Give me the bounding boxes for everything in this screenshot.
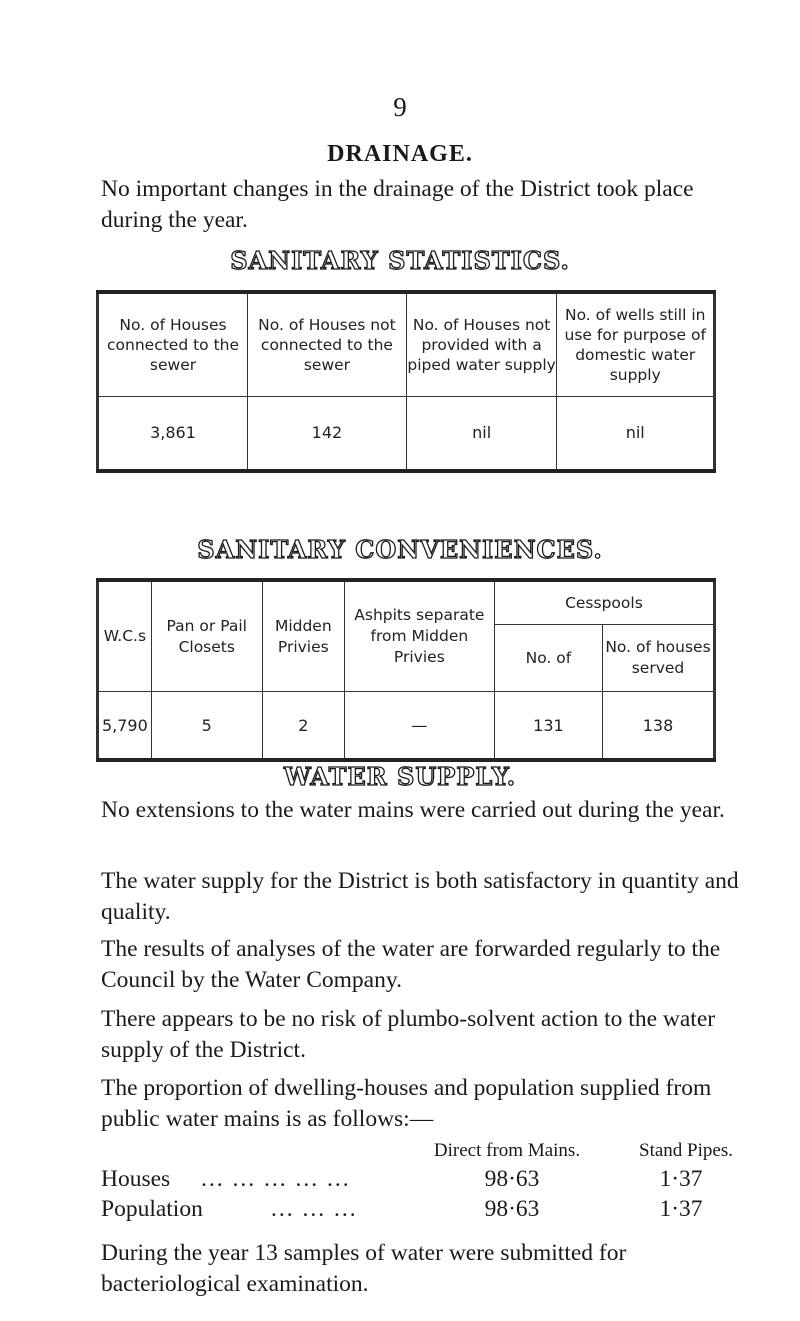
value-houses-no-piped-water: nil [406, 397, 557, 472]
table-row [98, 692, 715, 761]
sanitary-statistics-table [96, 290, 716, 473]
header-ashpits: Ashpits separate from Midden Privies [344, 580, 494, 692]
leader-dots: ... ... ... [271, 1196, 358, 1222]
sanitary-conveniences-table [96, 578, 716, 762]
row-label-houses: Houses [101, 1166, 171, 1192]
drainage-heading: DRAINAGE. [327, 141, 473, 167]
proportion-row-houses [101, 1166, 751, 1196]
header-stand-pipes: Stand Pipes. [639, 1140, 733, 1161]
value-wcs: 5,790 [98, 692, 152, 761]
header-cesspools: Cesspools [494, 580, 714, 625]
population-stand-value: 1·37 [659, 1196, 703, 1222]
sanitary-conveniences-heading: SANITARY CONVENIENCES. [197, 535, 603, 564]
value-midden-privies: 2 [262, 692, 344, 761]
header-wcs: W.C.s [98, 580, 152, 692]
drainage-paragraph: No important changes in the drainage of the District took place during the year. [101, 176, 694, 233]
value-houses-not-connected: 142 [248, 397, 407, 472]
houses-direct-value: 98·63 [484, 1166, 540, 1192]
header-direct-from-mains: Direct from Mains. [433, 1140, 581, 1161]
water-paragraph-analyses: The results of analyses of the water are forwarded regularly to the Council by the Water Company. [101, 936, 721, 993]
table-header-row [98, 580, 715, 625]
value-cesspools-number: 131 [494, 692, 602, 761]
header-cesspools-houses-served: No. of houses served [603, 625, 715, 692]
sanitary-statistics-heading: SANITARY STATISTICS. [230, 246, 570, 275]
leader-dots: ... ... ... ... ... [201, 1166, 351, 1192]
water-paragraph-extensions: No extensions to the water mains were carried out during the year. [101, 797, 725, 823]
value-houses-connected: 3,861 [150, 423, 196, 442]
value-ashpits: — [344, 692, 494, 761]
water-paragraph-samples: During the year 13 samples of water were submitted for bacteriological examination. [101, 1240, 627, 1297]
header-pan-pail-closets: Pan or Pail Closets [151, 580, 262, 692]
population-direct-value: 98·63 [484, 1196, 540, 1222]
header-houses-no-piped-water: No. of Houses not provided with a piped water supply [406, 292, 557, 397]
water-paragraph-plumbo-solvent: There appears to be no risk of plumbo-solvent action to the water supply of the District. [101, 1006, 716, 1063]
header-houses-not-connected: No. of Houses not connected to the sewer [248, 292, 407, 397]
header-houses-connected: No. of Houses connected to the sewer [98, 292, 248, 397]
proportion-row-population [101, 1196, 751, 1226]
water-paragraph-quality: The water supply for the District is both satisfactory in quantity and quality. [101, 868, 739, 925]
header-wells-in-use: No. of wells still in use for purpose of domestic water supply [557, 292, 715, 397]
value-pan-pail-closets: 5 [151, 692, 262, 761]
header-cesspools-number: No. of [494, 625, 602, 692]
houses-stand-value: 1·37 [659, 1166, 703, 1192]
value-cesspools-houses-served: 138 [603, 692, 715, 761]
water-paragraph-proportion: The proportion of dwelling-houses and population supplied from public water mains is as follows:— [101, 1075, 712, 1132]
table-row [98, 397, 715, 472]
header-midden-privies: Midden Privies [262, 580, 344, 692]
table-header-row [98, 292, 715, 397]
row-label-population: Population [101, 1196, 203, 1222]
water-supply-heading: WATER SUPPLY. [283, 762, 517, 791]
page-number: 9 [393, 92, 407, 122]
value-wells-in-use: nil [557, 397, 715, 472]
